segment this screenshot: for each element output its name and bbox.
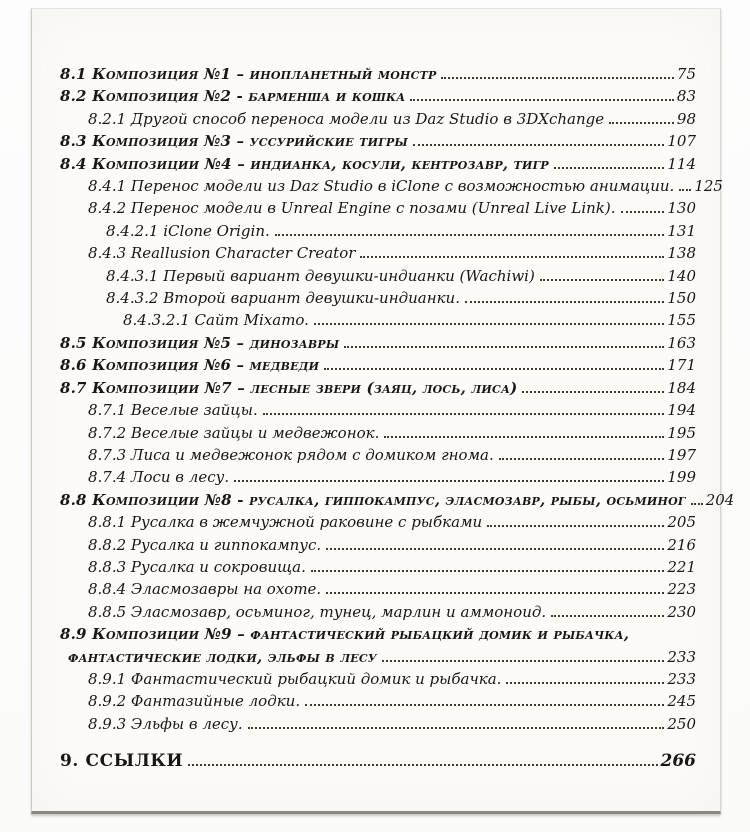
toc-entry bbox=[60, 422, 696, 444]
toc-entry-title: 8.7.1 Веселые зайцы. bbox=[88, 401, 258, 420]
toc-entry-page-number: 199 bbox=[667, 468, 696, 487]
toc-entry-title: 8.8 Композиции №8 - русалка, гиппокампус, эласмозавр, рыбы, осьминог bbox=[60, 490, 686, 509]
toc-entry-page-number: 107 bbox=[667, 132, 696, 151]
toc-entry-title: 8.2 Композиция №2 - барменша и кошка bbox=[60, 87, 406, 106]
toc-entry-title: 8.5 Композиция №5 – динозавры bbox=[60, 333, 340, 352]
toc-entry-page-number: 140 bbox=[667, 266, 696, 285]
dot-leader bbox=[540, 279, 665, 281]
toc-entry-title: 8.9.3 Эльфы в лесу. bbox=[88, 714, 243, 733]
toc-entry-page-number: 266 bbox=[660, 751, 696, 772]
toc-entry bbox=[60, 108, 696, 130]
toc-entry-title: 8.9.2 Фантазийные лодки. bbox=[88, 692, 301, 711]
toc-entry-title: 8.4 Композиции №4 – индианка, косули, кентрозавр, тигр bbox=[60, 154, 549, 173]
toc-entry-title: 8.7.4 Лоси в лесу. bbox=[88, 468, 230, 487]
toc-entry bbox=[60, 354, 696, 376]
toc-entry-page-number: 163 bbox=[667, 333, 696, 352]
dot-leader bbox=[410, 99, 673, 101]
dot-leader bbox=[248, 727, 665, 729]
toc-entry-title: 8.4.3.2 Второй вариант девушки-индианки. bbox=[106, 289, 460, 308]
toc-entry-page-number: 131 bbox=[667, 221, 696, 240]
toc-entry bbox=[60, 623, 696, 645]
toc-entry bbox=[60, 220, 696, 242]
toc-entry bbox=[60, 197, 696, 219]
toc-entry-page-number: 138 bbox=[667, 244, 696, 263]
toc-entry-title: 8.8.1 Русалка в жемчужной раковине с рыбками bbox=[88, 513, 483, 532]
toc-entry-title: 8.4.3.2.1 Сайт Mixamo. bbox=[123, 311, 309, 330]
toc-entry-page-number: 195 bbox=[667, 423, 696, 442]
dot-leader bbox=[263, 413, 665, 415]
toc-entry bbox=[60, 466, 696, 488]
toc-entry-page-number: 83 bbox=[676, 87, 696, 106]
toc-entry-page-number: 184 bbox=[667, 378, 696, 397]
dot-leader bbox=[314, 323, 664, 325]
toc-entry-page-number: 75 bbox=[676, 65, 696, 83]
toc-entry-page-number: 245 bbox=[667, 692, 696, 711]
toc-entry-title: 8.4.3.1 Первый вариант девушки-индианки (Wachiwi) bbox=[106, 266, 535, 285]
toc-entry-page-number: 98 bbox=[676, 109, 696, 128]
toc-entry-page-number: 223 bbox=[667, 580, 696, 599]
toc-entry bbox=[60, 750, 696, 772]
dot-leader bbox=[441, 77, 673, 79]
toc-entry-page-number: 204 bbox=[705, 490, 735, 509]
toc-entry-page-number: 150 bbox=[667, 289, 696, 308]
toc-entry-title: 8.3 Композиция №3 – уссурийские тигры bbox=[60, 132, 408, 151]
dot-leader bbox=[324, 368, 664, 370]
toc-entry bbox=[60, 153, 696, 175]
dot-leader bbox=[311, 570, 665, 572]
toc-entry-title: 8.1 Композиция №1 – инопланетный монстр bbox=[60, 65, 437, 83]
toc-entry bbox=[60, 489, 735, 511]
dot-leader bbox=[344, 346, 664, 348]
toc-entry-title: 8.7.2 Веселые зайцы и медвежонок. bbox=[88, 423, 380, 442]
toc-entry-title: 8.4.2 Перенос модели в Unreal Engine с позами (Unreal Live Link). bbox=[88, 199, 616, 218]
dot-leader bbox=[506, 682, 664, 684]
dot-leader bbox=[275, 234, 665, 236]
toc-entry-page-number: 114 bbox=[667, 154, 696, 173]
toc-entry-title: 8.6 Композиция №6 – медведи bbox=[60, 356, 320, 375]
dot-leader bbox=[234, 480, 664, 482]
toc-entry-title: 8.8.2 Русалка и гиппокампус. bbox=[88, 535, 322, 554]
toc-entry-page-number: 171 bbox=[667, 356, 696, 375]
toc-entry-title: 8.4.3 Reallusion Character Creator bbox=[88, 244, 356, 263]
toc-entry-page-number: 233 bbox=[667, 669, 696, 688]
toc-entry-title: 8.2.1 Другой способ переноса модели из Daz Studio в 3DXchange bbox=[88, 109, 605, 128]
dot-leader bbox=[609, 122, 674, 124]
toc-entry-page-number: 250 bbox=[667, 714, 696, 733]
dot-leader bbox=[621, 211, 665, 213]
dot-leader bbox=[360, 256, 664, 258]
dot-leader bbox=[499, 458, 665, 460]
dot-leader bbox=[691, 503, 703, 505]
toc-entry bbox=[60, 175, 723, 197]
dot-leader bbox=[382, 660, 664, 662]
dot-leader bbox=[465, 301, 664, 303]
toc-entry-title: 8.8.5 Эласмозавр, осьминог, тунец, марлин и аммоноид. bbox=[88, 602, 547, 621]
toc-entry bbox=[60, 399, 696, 421]
toc-entry bbox=[60, 242, 696, 264]
dot-leader bbox=[551, 615, 664, 617]
toc-entry-page-number: 155 bbox=[667, 311, 696, 330]
toc-entry-title: 9. ССЫЛКИ bbox=[60, 751, 184, 772]
dot-leader bbox=[326, 592, 664, 594]
dot-leader bbox=[188, 764, 657, 766]
toc-entry-title: 8.4.2.1 iClone Origin. bbox=[106, 221, 270, 240]
toc-entry bbox=[60, 646, 696, 668]
toc-entry bbox=[60, 309, 696, 331]
dot-leader bbox=[413, 144, 664, 146]
toc-entry bbox=[60, 332, 696, 354]
dot-leader bbox=[326, 548, 664, 550]
toc-entry bbox=[60, 63, 696, 85]
toc-entry bbox=[60, 534, 696, 556]
toc-entry-title: 8.9.1 Фантастический рыбацкий домик и рыбачка. bbox=[88, 669, 502, 688]
toc-entry bbox=[60, 130, 696, 152]
toc-entry-title: фантастические лодки, эльфы в лесу bbox=[68, 647, 377, 666]
toc-entry-page-number: 125 bbox=[694, 177, 723, 196]
toc-entry bbox=[60, 287, 696, 309]
toc-entry bbox=[60, 713, 696, 735]
toc-entry-title: 8.9 Композиции №9 – фантастический рыбацкий домик и рыбачка, bbox=[60, 625, 630, 644]
toc-entry bbox=[60, 690, 696, 712]
toc-entry-title: 8.7 Композиции №7 – лесные звери (заяц, лось, лиса) bbox=[60, 378, 518, 397]
toc-entry bbox=[60, 511, 696, 533]
toc-entry-title: 8.8.4 Эласмозавры на охоте. bbox=[88, 580, 322, 599]
toc-list bbox=[60, 63, 735, 773]
toc-entry bbox=[60, 85, 696, 107]
toc-entry-page-number: 230 bbox=[667, 602, 696, 621]
dot-leader bbox=[522, 391, 664, 393]
toc-entry-page-number: 197 bbox=[667, 445, 696, 464]
toc-entry-page-number: 221 bbox=[667, 557, 696, 576]
toc-entry-title: 8.4.1 Перенос модели из Daz Studio в iClone с возможностью анимации. bbox=[88, 177, 675, 196]
dot-leader bbox=[384, 436, 664, 438]
toc-entry-page-number: 216 bbox=[667, 535, 696, 554]
toc-entry bbox=[60, 668, 696, 690]
toc-entry-page-number: 194 bbox=[667, 401, 696, 420]
toc-entry-title: 8.7.3 Лиса и медвежонок рядом с домиком гнома. bbox=[88, 445, 494, 464]
toc-entry bbox=[60, 444, 696, 466]
dot-leader bbox=[554, 167, 664, 169]
toc-page bbox=[31, 8, 735, 814]
toc-entry-page-number: 233 bbox=[667, 647, 696, 666]
toc-entry bbox=[60, 556, 696, 578]
dot-leader bbox=[305, 704, 664, 706]
toc-entry-page-number: 130 bbox=[667, 199, 696, 218]
toc-entry bbox=[60, 601, 696, 623]
toc-entry bbox=[60, 578, 696, 600]
dot-leader bbox=[487, 525, 664, 527]
dot-leader bbox=[679, 189, 691, 191]
toc-entry bbox=[60, 265, 696, 287]
toc-entry-page-number: 205 bbox=[667, 513, 696, 532]
toc-entry bbox=[60, 377, 696, 399]
toc-entry-title: 8.8.3 Русалка и сокровища. bbox=[88, 557, 306, 576]
